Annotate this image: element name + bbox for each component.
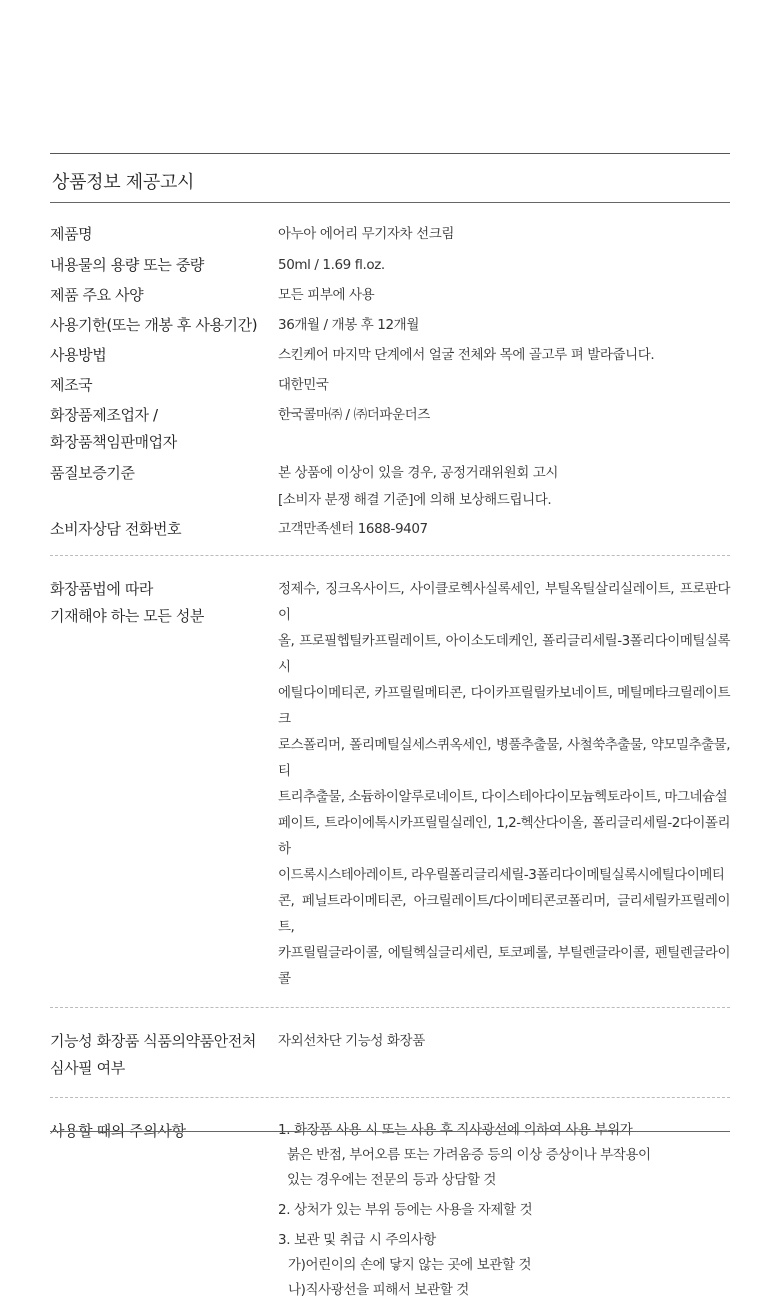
ingredients-list: [278, 576, 730, 992]
ingredients-line: 정제수, 징크옥사이드, 사이클로헥사실록세인, 부틸옥틸살리실레이트, 프로판다이: [278, 581, 730, 623]
caution-line: 나)직사광선을 피해서 보관할 것: [288, 1282, 469, 1298]
table-row: [50, 282, 730, 309]
ingredients-line: 로스폴리머, 폴리메틸실세스퀴옥세인, 병풀추출물, 사철쑥추출물, 약모밀추출물, 티: [278, 737, 730, 779]
row-value: 50ml / 1.69 fl.oz.: [278, 257, 385, 273]
row-value: 모든 피부에 사용: [278, 287, 375, 303]
ingredients-label-line: 기재해야 하는 모든 성분: [50, 607, 205, 625]
row-label: 내용물의 용량 또는 중량: [50, 256, 205, 274]
ingredients-line: 올, 프로필헵틸카프릴레이트, 아이소도데케인, 폴리글리세릴-3폴리다이메틸실록시: [278, 633, 730, 675]
row-value-line: 본 상품에 이상이 있을 경우, 공정거래위원회 고시: [278, 465, 559, 481]
ingredients-line: 트리추출물, 소듐하이알루로네이트, 다이스테아다이모늄헥토라이트, 마그네슘설: [278, 789, 728, 805]
functional-label: [50, 1028, 278, 1082]
table-row: [50, 372, 730, 399]
row-value: 고객만족센터 1688-9407: [278, 521, 428, 537]
dashed-divider: [50, 555, 730, 556]
bottom-divider: [50, 1131, 730, 1132]
page-title: 상품정보 제공고시: [52, 172, 195, 193]
caution-item: [278, 1228, 730, 1303]
caution-line: 가)어린이의 손에 닿지 않는 곳에 보관할 것: [288, 1257, 532, 1273]
caution-list: [278, 1118, 730, 1303]
caution-item: [278, 1198, 730, 1223]
row-label: [50, 402, 278, 456]
row-label: 소비자상담 전화번호: [50, 520, 182, 538]
row-value: 한국콜마㈜ / ㈜더파운더즈: [278, 407, 430, 423]
ingredients-line: 페이트, 트라이에톡시카프릴릴실레인, 1,2-헥산다이올, 폴리글리세릴-2다이폴리하: [278, 815, 730, 857]
caution-line: 3. 보관 및 취급 시 주의사항: [278, 1232, 436, 1248]
table-row: [50, 460, 730, 514]
functional-label-line: 기능성 화장품 식품의약품안전처: [50, 1032, 256, 1050]
info-table: [50, 221, 730, 543]
table-row: [50, 252, 730, 279]
row-value: [278, 460, 730, 514]
row-value: 스킨케어 마지막 단계에서 얼굴 전체와 목에 골고루 펴 발라줍니다.: [278, 347, 655, 363]
caution-line: 있는 경우에는 전문의 등과 상담할 것: [287, 1172, 497, 1188]
table-row: [50, 312, 730, 339]
row-label: 사용방법: [50, 346, 107, 364]
caution-item: [278, 1118, 730, 1193]
table-row: [50, 402, 730, 456]
row-label: 제품명: [50, 225, 93, 243]
row-value-line: [소비자 분쟁 해결 기준]에 의해 보상해드립니다.: [278, 492, 552, 508]
ingredients-label-line: 화장품법에 따라: [50, 580, 153, 598]
row-label: 사용기한(또는 개봉 후 사용기간): [50, 316, 258, 334]
row-value: 36개월 / 개봉 후 12개월: [278, 317, 419, 333]
row-value: 대한민국: [278, 377, 329, 393]
title-divider: [50, 202, 730, 203]
ingredients-line: 콘, 페닐트라이메티콘, 아크릴레이트/다이메티콘코폴리머, 글리세릴카프릴레이트,: [278, 893, 730, 935]
dashed-divider: [50, 1097, 730, 1098]
caution-line: 1. 화장품 사용 시 또는 사용 후 직사광선에 의하여 사용 부위가: [278, 1122, 633, 1138]
ingredients-line: 에틸다이메티콘, 카프릴릴메티콘, 다이카프릴릴카보네이트, 메틸메타크릴레이트크: [278, 685, 730, 727]
caution-line: 2. 상처가 있는 부위 등에는 사용을 자제할 것: [278, 1202, 533, 1218]
ingredients-label: [50, 576, 278, 630]
row-label: 제품 주요 사양: [50, 286, 144, 304]
table-row: [50, 221, 730, 248]
row-label: 품질보증기준: [50, 464, 135, 482]
row-label-line: 화장품책임판매업자: [50, 433, 177, 451]
caution-line: 붉은 반점, 부어오름 또는 가려움증 등의 이상 증상이나 부작용이: [287, 1147, 651, 1163]
table-row: [50, 516, 730, 543]
ingredients-line: 이드록시스테아레이트, 라우릴폴리글리세릴-3폴리다이메틸실록시에틸다이메티: [278, 867, 725, 883]
caution-label: 사용할 때의 주의사항: [50, 1122, 186, 1140]
ingredients-row: [50, 576, 730, 992]
dashed-divider: [50, 1007, 730, 1008]
functional-row: [50, 1028, 730, 1082]
functional-label-line: 심사필 여부: [50, 1059, 125, 1077]
functional-value: 자외선차단 기능성 화장품: [278, 1033, 425, 1049]
row-label-line: 화장품제조업자 /: [50, 406, 158, 424]
table-row: [50, 342, 730, 369]
caution-row: [50, 1118, 730, 1303]
row-label: 제조국: [50, 376, 93, 394]
ingredients-line: 카프릴릴글라이콜, 에틸헥실글리세린, 토코페롤, 부틸렌글라이콜, 펜틸렌글라이콜: [278, 945, 730, 987]
row-value: 아누아 에어리 무기자차 선크림: [278, 226, 455, 242]
